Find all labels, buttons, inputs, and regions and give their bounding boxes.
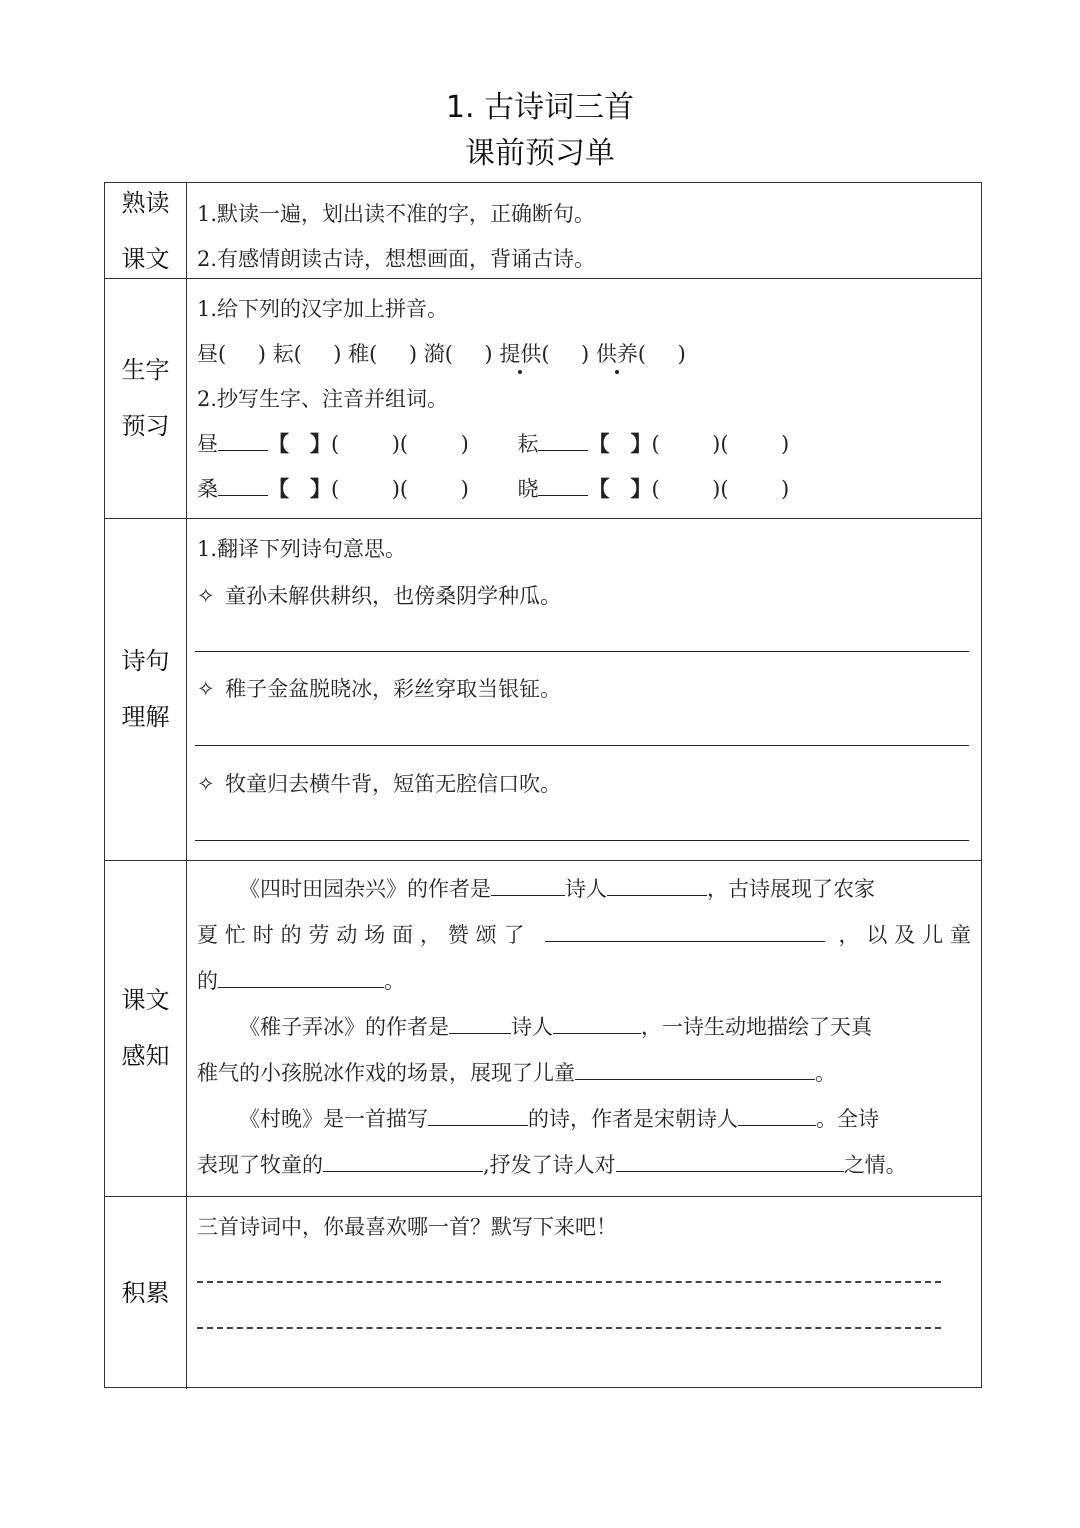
page-title: 1. 古诗词三首 bbox=[445, 90, 635, 125]
label-line: 预习 bbox=[121, 412, 170, 440]
accum-prompt: 三首诗词中，你最喜欢哪一首？默写下来吧！ bbox=[197, 1215, 617, 1239]
label-line: 课文 bbox=[121, 986, 170, 1014]
bullet-icon: ✧ bbox=[197, 584, 215, 608]
question-2: 2.抄写生字、注音并组词。 bbox=[197, 387, 449, 411]
section-label bbox=[105, 183, 187, 278]
paragraph-2: 《稚子弄冰》的作者是 诗人 ，一诗生动地描绘了天真 稚气的小孩脱冰作戏的场景，展现了儿童 。 bbox=[197, 1004, 971, 1096]
poem-line: ✧ 童孙未解供耕织，也傍桑阴学种瓜。 bbox=[197, 584, 562, 608]
answer-line[interactable] bbox=[195, 840, 969, 841]
copy-char: 晓 bbox=[517, 477, 539, 501]
pinyin-char: 供养 bbox=[596, 338, 638, 368]
copy-char: 桑 bbox=[197, 477, 218, 501]
section-label bbox=[105, 1196, 187, 1389]
section-chars bbox=[105, 278, 981, 519]
copy-char: 昼 bbox=[197, 432, 218, 456]
label-line: 理解 bbox=[121, 703, 170, 731]
pinyin-char: 昼 bbox=[197, 342, 218, 366]
answer-line[interactable] bbox=[195, 651, 969, 652]
poem-line: ✧ 牧童归去横牛背，短笛无腔信口吹。 bbox=[197, 772, 562, 796]
pinyin-row: 昼( ) 耘( ) 稚( ) 漪( ) 提供( ) 供养( ) bbox=[197, 338, 686, 368]
label-line: 感知 bbox=[121, 1042, 170, 1070]
label-line: 诗句 bbox=[121, 647, 170, 675]
section-label bbox=[105, 860, 187, 1196]
pinyin-char: 漪 bbox=[423, 342, 445, 366]
instruction-line: 1.默读一遍，划出读不准的字，正确断句。 bbox=[197, 202, 596, 226]
section-poem bbox=[105, 518, 981, 861]
question-1: 1.翻译下列诗句意思。 bbox=[197, 537, 407, 561]
question-1: 1.给下列的汉字加上拼音。 bbox=[197, 297, 449, 321]
section-label bbox=[105, 518, 187, 860]
pinyin-char: 耘 bbox=[272, 342, 294, 366]
label-line: 熟读 bbox=[121, 188, 170, 217]
copy-char: 耘 bbox=[517, 432, 539, 456]
section-feel bbox=[105, 860, 981, 1197]
label-line: 生字 bbox=[121, 356, 170, 384]
copy-row: 桑 【 】( )( ) 晓 【 】( )( ) bbox=[197, 473, 789, 503]
writing-line[interactable] bbox=[197, 1327, 941, 1329]
label-line: 课文 bbox=[121, 244, 170, 273]
bullet-icon: ✧ bbox=[197, 677, 215, 701]
writing-line[interactable] bbox=[197, 1281, 941, 1283]
poem-line: ✧ 稚子金盆脱晓冰，彩丝穿取当银钲。 bbox=[197, 677, 562, 701]
paragraph-3: 《村晚》是一首描写 的诗，作者是宋朝诗人 。全诗 表现了牧童的 ,抒发了诗人对 之情。 bbox=[197, 1096, 971, 1188]
answer-line[interactable] bbox=[195, 745, 969, 746]
worksheet-table bbox=[104, 182, 982, 1388]
bullet-icon: ✧ bbox=[197, 772, 215, 796]
pinyin-char: 稚 bbox=[348, 342, 370, 366]
section-label bbox=[105, 278, 187, 518]
copy-row: 昼 【 】( )( ) 耘 【 】( )( ) bbox=[197, 428, 789, 458]
label-line: 积累 bbox=[121, 1278, 170, 1307]
paragraph-1: 《四时田园杂兴》的作者是 诗人 ，古诗展现了农家 夏忙时的劳动场面，赞颂了 ，以及儿童 的 。 bbox=[197, 866, 971, 1004]
section-read bbox=[105, 183, 981, 279]
pinyin-char: 提供 bbox=[499, 338, 541, 368]
page-subtitle: 课前预习单 bbox=[465, 136, 615, 171]
instruction-line: 2.有感情朗读古诗，想想画面，背诵古诗。 bbox=[197, 247, 596, 271]
section-accum bbox=[105, 1196, 981, 1389]
